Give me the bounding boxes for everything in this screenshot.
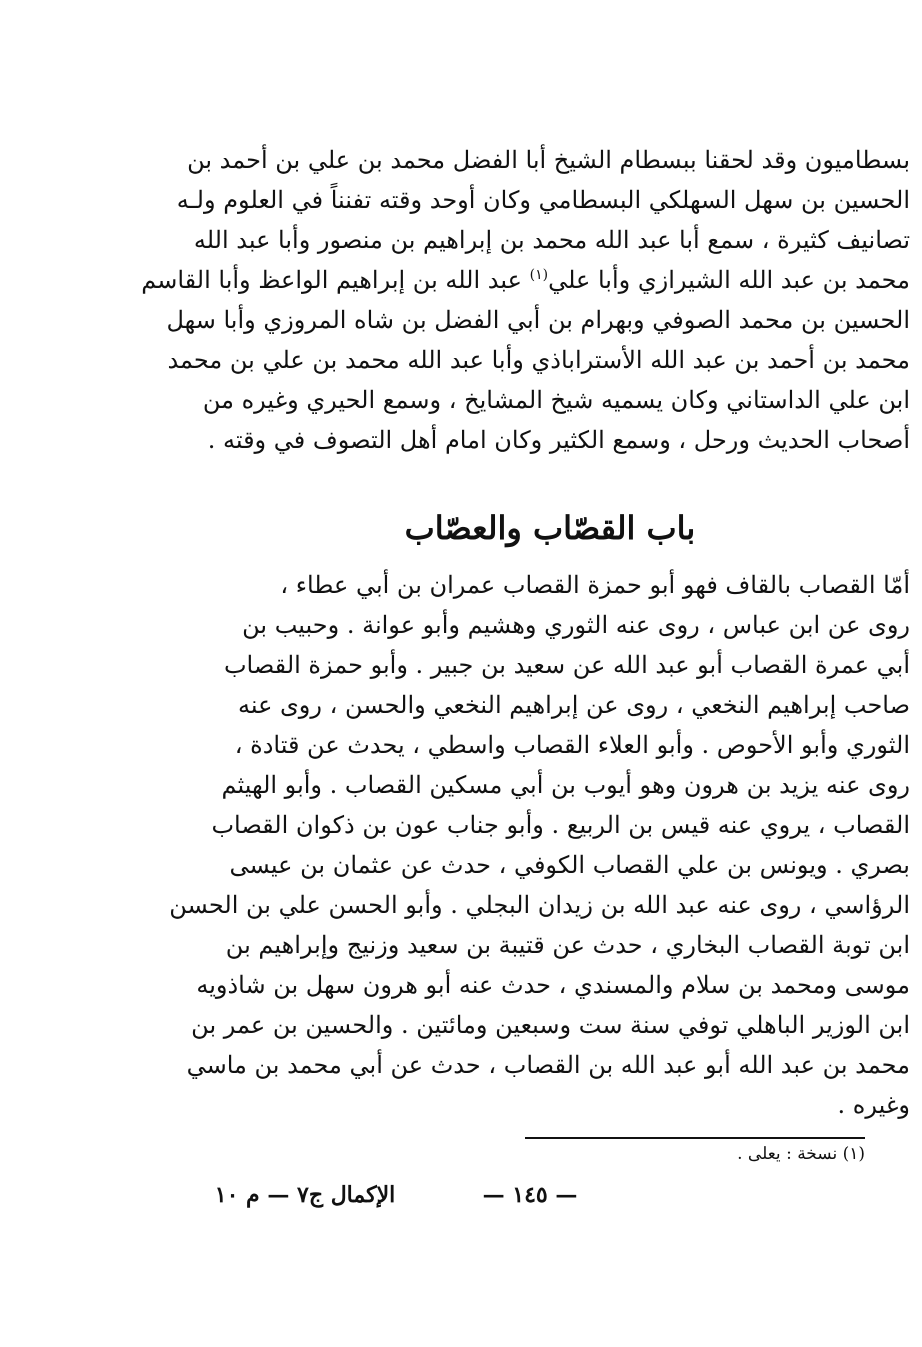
text-line: أبي عمرة القصاب أبو عبد الله عن سعيد بن جبير . وأبو حمزة القصاب xyxy=(223,651,910,679)
footnote-marker: (١) xyxy=(529,267,549,283)
section-paragraph xyxy=(169,565,910,1125)
footnote-divider xyxy=(525,1137,865,1139)
page-number: — ١٤٥ — xyxy=(482,1182,578,1208)
text-line xyxy=(141,260,910,300)
text-line: الحسين بن سهل السهلكي البسطامي وكان أوحد وقته تفنناً في العلوم ولـه xyxy=(176,186,910,214)
text-line-end: عبد الله بن إبراهيم الواعظ وأبا القاسم xyxy=(141,266,530,294)
intro-paragraph xyxy=(141,140,910,460)
text-line: وغيره . xyxy=(837,1091,910,1119)
text-line: الرؤاسي ، روى عنه عبد الله بن زيدان البجلي . وأبو الحسن علي بن الحسن xyxy=(169,891,910,919)
text-line: موسى ومحمد بن سلام والمسندي ، حدث عنه أبو هرون سهل بن شاذويه xyxy=(196,971,910,999)
text-line: الثوري وأبو الأحوص . وأبو العلاء القصاب واسطي ، يحدث عن قتادة ، xyxy=(234,731,910,759)
text-line: محمد بن عبد الله أبو عبد الله بن القصاب ، حدث عن أبي محمد بن ماسي xyxy=(186,1051,910,1079)
text-line-start: محمد بن عبد الله الشيرازي وأبا علي xyxy=(548,266,910,294)
text-line: محمد بن أحمد بن عبد الله الأستراباذي وأبا عبد الله محمد بن علي بن محمد xyxy=(167,346,910,374)
text-line: أمّا القصاب بالقاف فهو أبو حمزة القصاب عمران بن أبي عطاء ، xyxy=(280,571,910,599)
text-line: صاحب إبراهيم النخعي ، روى عن إبراهيم النخعي والحسن ، روى عنه xyxy=(237,691,910,719)
text-line: ابن علي الداستاني وكان يسميه شيخ المشايخ ، وسمع الحيري وغيره من xyxy=(202,386,910,414)
text-line: ابن توبة القصاب البخاري ، حدث عن قتيبة بن سعيد وزنيج وإبراهيم بن xyxy=(225,931,910,959)
text-line: تصانيف كثيرة ، سمع أبا عبد الله محمد بن إبراهيم بن منصور وأبا عبد الله xyxy=(193,226,910,254)
volume-signature: الإكمال ج٧ — م ١٠ xyxy=(214,1182,396,1208)
section-heading: باب القصّاب والعصّاب xyxy=(404,509,696,547)
text-line: ابن الوزير الباهلي توفي سنة ست وسبعين ومائتين . والحسين بن عمر بن xyxy=(191,1011,910,1039)
text-line: القصاب ، يروي عنه قيس بن الربيع . وأبو جناب عون بن ذكوان القصاب xyxy=(211,811,910,839)
footnote: (١) نسخة : يعلى . xyxy=(737,1144,865,1164)
text-line: روى عنه يزيد بن هرون وهو أيوب بن أبي مسكين القصاب . وأبو الهيثم xyxy=(221,771,910,799)
text-line: أصحاب الحديث ورحل ، وسمع الكثير وكان امام أهل التصوف في وقته . xyxy=(207,426,910,454)
text-line: الحسين بن محمد الصوفي وبهرام بن أبي الفضل بن شاه المروزي وأبا سهل xyxy=(166,306,910,334)
text-line: بصري . ويونس بن علي القصاب الكوفي ، حدث عن عثمان بن عيسى xyxy=(229,851,910,879)
text-line: بسطاميون وقد لحقنا ببسطام الشيخ أبا الفضل محمد بن علي بن أحمد بن xyxy=(187,146,910,174)
text-line: روى عن ابن عباس ، روى عنه الثوري وهشيم وأبو عوانة . وحبيب بن xyxy=(242,611,910,639)
